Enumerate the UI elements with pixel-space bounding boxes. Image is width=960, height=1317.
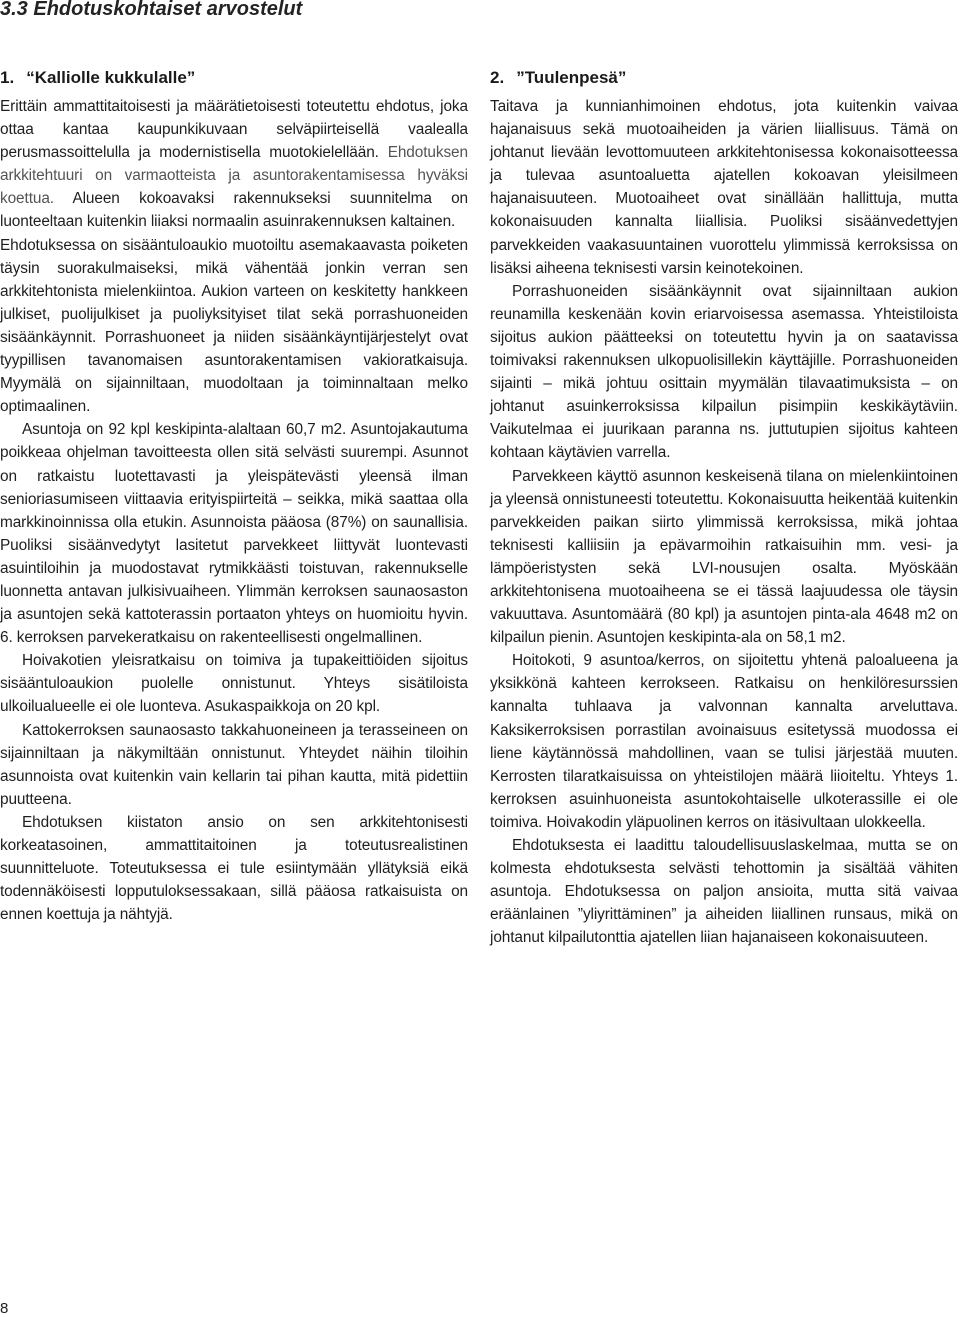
body-paragraph — [490, 95, 958, 280]
body-paragraph — [490, 649, 958, 834]
body-paragraph — [0, 95, 468, 234]
body-paragraph — [490, 280, 958, 465]
paragraph-text: Ehdotuksen arkkitehtuuri on varmaotteista ja asuntorakentamisessa hyväksi koettua. — [0, 144, 468, 208]
paragraph-text: Taitava ja kunnianhimoinen ehdotus, jota kuitenkin vaivaa hajanaisuus sekä muotoaiheiden ja värien liiallisuus. Tämä on johtanut lievään levottomuuteen arkkitehtonisessa kokonaisotteessa ja tulevaa asuntoaluetta ajatellen kokoavan yleisilmeen hajanaisuuteen. Muotoaiheet ovat sinällään hallittuja, mutta kokonaisuuden kannalta liiallisia. Puoliksi sisäänvedettyjen parvekkeiden vaakasuuntainen vuorottelu ylimmissä kerroksissa on lisäksi aiheena teknisesti varsin keinotekoinen. — [490, 98, 958, 277]
proposal-heading-2 — [490, 66, 958, 89]
right-column — [490, 66, 958, 949]
body-paragraph — [0, 649, 468, 718]
page-number: 8 — [0, 1300, 9, 1317]
paragraph-text: Parvekkeen käyttö asunnon keskeisenä tilana on mielenkiintoinen ja yleensä onnistuneesti toteutettu. Kokonaisuutta heikentää kuitenkin parvekkeiden paikan siirto ylimmissä kerroksissa, mikä johtaa teknisesti kalliisiin ja epävarmoihin ratkaisuihin mm. vesi- ja lämpöeristysten sekä LVI-nousujen osalta. Myöskään arkkitehtonisena muotoaiheena se ei tässä laajuudessa ole täysin vakuuttava. Asuntomäärä (80 kpl) ja asuntojen pinta-ala 4648 m2 on kilpailun pienin. Asuntojen keskipinta-ala on 58,1 m2. — [490, 467, 958, 647]
section-title: 3.3 Ehdotuskohtaiset arvostelut — [0, 0, 303, 20]
left-column — [0, 66, 468, 926]
proposal-body-2 — [490, 95, 958, 949]
proposal-heading-1 — [0, 66, 468, 89]
body-paragraph — [0, 418, 468, 649]
body-paragraph — [0, 719, 468, 811]
paragraph-text: Alueen kokoavaksi rakennukseksi suunnitelma on luonteeltaan kuitenkin liiaksi normaalin asuinrakennuksen kaltainen. — [0, 190, 469, 231]
paragraph-text: Asuntoja on 92 kpl keskipinta-alaltaan 60,7 m2. Asuntojakautuma poikkeaa ohjelman tavoitteesta ollen sitä selvästi suurempi. Asunnot on ratkaistu luotettavasti ja yleispätevästi yleensä ilman senioriasumiseen viittaavia erityispiirteitä – seikka, mikä saattaa olla markkinoinnissa olla etukin. Asunnoista pääosa (87%) on saunallisia. Puoliksi sisäänvedytyt lasitetut parvekkeet liittyvät luontevasti asuintiloihin ja muodostavat rytmikkäästi toistuvan, rakennukselle luonnetta antavan julkisivuaiheen. Ylimmän kerroksen saunaosaston ja asuntojen sekä kattoterassin portaaton yhteys on huomioitu hyvin. 6. kerroksen parvekeratkaisu on rakenteellisesti ongelmallinen. — [0, 421, 468, 647]
proposal-title: ”Tuulenpesä” — [516, 68, 627, 87]
paragraph-text: Ehdotuksessa on sisääntuloaukio muotoiltu asemakaavasta poiketen täysin suorakulmaiseksi, mikä vähentää jonkin verran sen arkkitehtonista mielenkiintoa. Aukion varteen on keskitetty hankkeen julkiset, puolijulkiset ja puoliyksityiset tilat sekä porrashuoneiden sisäänkäynnit. Porrashuoneet ja niiden sisäänkäyntijärjestelyt ovat tyypillisen tavanomaisen asuntorakentamisen vakioratkaisuja. Myymälä on sijainniltaan, muodoltaan ja toiminnaltaan melko optimaalinen. — [0, 236, 468, 416]
paragraph-text: Erittäin ammattitaitoisesti ja määrätietoisesti toteutettu ehdotus, joka ottaa kantaa kaupunkikuvaan selväpiirteisellä vaalealla perusmassoittelulla ja modernistisella muotokielellään. — [0, 98, 468, 162]
proposal-title: “Kalliolle kukkulalle” — [26, 68, 196, 87]
paragraph-text: Hoitokoti, 9 asuntoa/kerros, on sijoitettu yhtenä paloalueena ja yksikkönä kahteen kerrokseen. Ratkaisu on henkilöresurssien kannalta tuhlaava ja valvonnan kannalta arveluttava. Kaksikerroksisen porrastilan avoinaisuus esitetyssä muodossa ei liene käytännössä mahdollinen, vaan se tulisi järjestää muuten. Kerrosten tilaratkaisuissa on yhteistilojen määrä liioiteltu. Yhteys 1. kerroksen asuinhuoneista asuntokohtaiselle ulkoterassille ei ole toimiva. Hoivakodin yläpuolinen kerros on itäsivultaan ulokkeella. — [490, 652, 958, 831]
body-paragraph — [0, 234, 468, 419]
body-paragraph — [490, 834, 958, 949]
paragraph-text: Ehdotuksesta ei laadittu taloudellisuuslaskelmaa, mutta se on kolmesta ehdotuksesta selvästi tehottomin ja sisältää vähiten asuntoja. Ehdotuksessa on paljon ansioita, mutta sitä vaivaa eräänlainen ”yliyrittäminen” ja aiheiden liiallinen runsaus, mikä on johtanut kilpailutonttia ajatellen liian hajanaiseen kokonaisuuteen. — [490, 837, 958, 947]
proposal-body-1 — [0, 95, 468, 926]
paragraph-text: Hoivakotien yleisratkaisu on toimiva ja tupakeittiöiden sijoitus sisääntuloaukion puolelle onnistunut. Yhteys sisätiloista ulkoilualueelle ei ole luonteva. Asukaspaikkoja on 20 kpl. — [0, 652, 468, 716]
proposal-number: 2. — [490, 68, 505, 87]
proposal-number: 1. — [0, 68, 15, 87]
paragraph-text: Porrashuoneiden sisäänkäynnit ovat sijainniltaan aukion reunamilla keskenään kovin eriarvoisessa asemassa. Yhteistiloista sijoitus aukion päätteeksi on toteutettu hyvin ja on saatavissa toimivaksi rakennuksen ulkopuolisillekin käyttäjille. Porrashuoneiden sijainti – mikä johtuu osittain myymälän tilavaatimuksista – on johtanut asuinkerroksissa kilpailun pisimpiin keskikäytäviin. Vaikutelmaa ei juurikaan paranna ns. juttutupien sijoitus kahteen kohtaan käytävien varrella. — [490, 282, 958, 462]
body-paragraph — [490, 465, 958, 650]
body-paragraph — [0, 811, 468, 926]
paragraph-text: Kattokerroksen saunaosasto takkahuoneineen ja terasseineen on sijainniltaan ja näkymiltään onnistunut. Yhteydet näihin tiloihin asunnoista ovat kuitenkin vain kellarin tai pihan kautta, mitä pidettiin puutteena. — [0, 721, 468, 808]
paragraph-text: Ehdotuksen kiistaton ansio on sen arkkitehtonisesti korkeatasoinen, ammattitaitoinen ja toteutusrealistinen suunnitteluote. Toteutuksessa ei tule esiintymään yllätyksiä eikä todennäköisesti lopputuloksessakaan, sillä pääosa ratkaisuista on ennen koettuja ja nähtyjä. — [0, 813, 468, 924]
